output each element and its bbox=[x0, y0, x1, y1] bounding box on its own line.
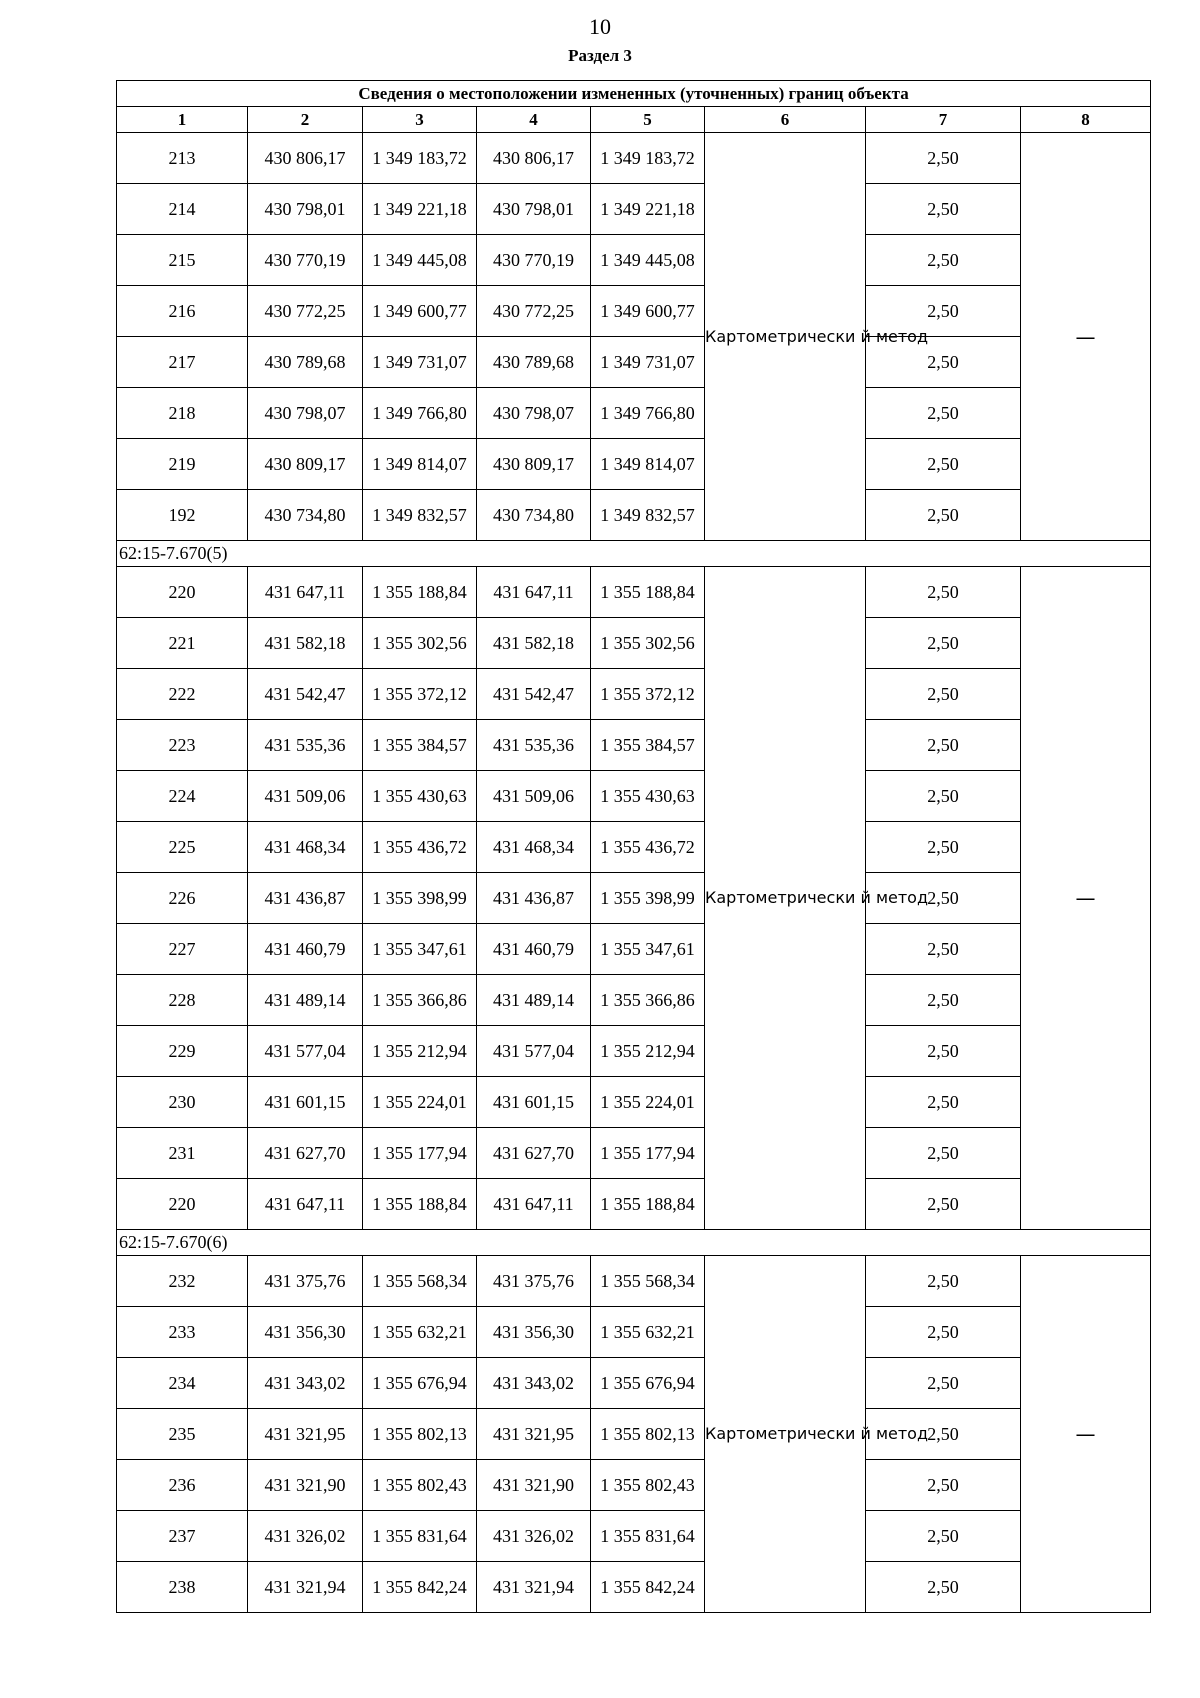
accuracy-cell: 2,50 bbox=[866, 567, 1021, 618]
accuracy-cell: 2,50 bbox=[866, 1460, 1021, 1511]
accuracy-cell: 2,50 bbox=[866, 1077, 1021, 1128]
x-new-cell: 431 321,94 bbox=[477, 1562, 591, 1613]
y-new-cell: 1 355 802,13 bbox=[591, 1409, 705, 1460]
point-number-cell: 237 bbox=[117, 1511, 248, 1562]
x-old-cell: 431 627,70 bbox=[248, 1128, 363, 1179]
y-old-cell: 1 355 347,61 bbox=[363, 924, 477, 975]
x-old-cell: 431 375,76 bbox=[248, 1256, 363, 1307]
y-new-cell: 1 349 766,80 bbox=[591, 388, 705, 439]
x-old-cell: 430 809,17 bbox=[248, 439, 363, 490]
column-number: 8 bbox=[1021, 107, 1151, 133]
y-new-cell: 1 355 347,61 bbox=[591, 924, 705, 975]
table-row bbox=[117, 1562, 1151, 1613]
y-old-cell: 1 355 568,34 bbox=[363, 1256, 477, 1307]
parcel-label: 62:15-7.670(5) bbox=[117, 541, 1151, 567]
table-row bbox=[117, 1077, 1151, 1128]
x-new-cell: 431 577,04 bbox=[477, 1026, 591, 1077]
x-new-cell: 431 647,11 bbox=[477, 1179, 591, 1230]
y-new-cell: 1 349 731,07 bbox=[591, 337, 705, 388]
y-new-cell: 1 355 632,21 bbox=[591, 1307, 705, 1358]
column-number: 3 bbox=[363, 107, 477, 133]
point-number-cell: 228 bbox=[117, 975, 248, 1026]
accuracy-cell: 2,50 bbox=[866, 439, 1021, 490]
x-old-cell: 431 577,04 bbox=[248, 1026, 363, 1077]
y-new-cell: 1 355 372,12 bbox=[591, 669, 705, 720]
table-row bbox=[117, 873, 1151, 924]
x-new-cell: 430 789,68 bbox=[477, 337, 591, 388]
accuracy-cell: 2,50 bbox=[866, 1562, 1021, 1613]
table-row bbox=[117, 184, 1151, 235]
accuracy-cell: 2,50 bbox=[866, 388, 1021, 439]
y-old-cell: 1 355 842,24 bbox=[363, 1562, 477, 1613]
parcel-label-row bbox=[117, 541, 1151, 567]
table-row bbox=[117, 669, 1151, 720]
y-new-cell: 1 355 177,94 bbox=[591, 1128, 705, 1179]
column-number: 7 bbox=[866, 107, 1021, 133]
point-number-cell: 235 bbox=[117, 1409, 248, 1460]
point-number-cell: 220 bbox=[117, 1179, 248, 1230]
point-number-cell: 222 bbox=[117, 669, 248, 720]
table-row bbox=[117, 822, 1151, 873]
y-old-cell: 1 355 676,94 bbox=[363, 1358, 477, 1409]
x-new-cell: 431 601,15 bbox=[477, 1077, 591, 1128]
table-row bbox=[117, 771, 1151, 822]
point-number-cell: 221 bbox=[117, 618, 248, 669]
x-new-cell: 431 460,79 bbox=[477, 924, 591, 975]
x-new-cell: 431 321,95 bbox=[477, 1409, 591, 1460]
y-new-cell: 1 355 430,63 bbox=[591, 771, 705, 822]
accuracy-cell: 2,50 bbox=[866, 1256, 1021, 1307]
x-old-cell: 430 770,19 bbox=[248, 235, 363, 286]
x-old-cell: 430 798,07 bbox=[248, 388, 363, 439]
y-old-cell: 1 355 188,84 bbox=[363, 567, 477, 618]
y-new-cell: 1 355 212,94 bbox=[591, 1026, 705, 1077]
point-number-cell: 229 bbox=[117, 1026, 248, 1077]
y-old-cell: 1 355 802,43 bbox=[363, 1460, 477, 1511]
column-number: 2 bbox=[248, 107, 363, 133]
x-old-cell: 431 343,02 bbox=[248, 1358, 363, 1409]
y-new-cell: 1 355 224,01 bbox=[591, 1077, 705, 1128]
y-old-cell: 1 355 188,84 bbox=[363, 1179, 477, 1230]
table-row bbox=[117, 286, 1151, 337]
accuracy-cell: 2,50 bbox=[866, 1358, 1021, 1409]
column-number: 1 bbox=[117, 107, 248, 133]
column-number-row bbox=[117, 107, 1151, 133]
point-number-cell: 230 bbox=[117, 1077, 248, 1128]
accuracy-cell: 2,50 bbox=[866, 1179, 1021, 1230]
y-old-cell: 1 355 302,56 bbox=[363, 618, 477, 669]
point-number-cell: 192 bbox=[117, 490, 248, 541]
y-old-cell: 1 355 802,13 bbox=[363, 1409, 477, 1460]
point-number-cell: 225 bbox=[117, 822, 248, 873]
x-new-cell: 431 356,30 bbox=[477, 1307, 591, 1358]
y-new-cell: 1 349 445,08 bbox=[591, 235, 705, 286]
y-old-cell: 1 349 814,07 bbox=[363, 439, 477, 490]
accuracy-cell: 2,50 bbox=[866, 771, 1021, 822]
x-new-cell: 431 321,90 bbox=[477, 1460, 591, 1511]
method-cell: Картометрически й метод bbox=[705, 133, 866, 541]
y-new-cell: 1 349 183,72 bbox=[591, 133, 705, 184]
y-old-cell: 1 355 436,72 bbox=[363, 822, 477, 873]
accuracy-cell: 2,50 bbox=[866, 235, 1021, 286]
table-row bbox=[117, 567, 1151, 618]
table-row bbox=[117, 337, 1151, 388]
y-old-cell: 1 349 600,77 bbox=[363, 286, 477, 337]
table-row bbox=[117, 618, 1151, 669]
y-old-cell: 1 349 221,18 bbox=[363, 184, 477, 235]
table-body bbox=[117, 133, 1151, 1613]
accuracy-cell: 2,50 bbox=[866, 618, 1021, 669]
column-number: 4 bbox=[477, 107, 591, 133]
x-old-cell: 431 489,14 bbox=[248, 975, 363, 1026]
accuracy-cell: 2,50 bbox=[866, 1307, 1021, 1358]
x-new-cell: 430 798,01 bbox=[477, 184, 591, 235]
accuracy-cell: 2,50 bbox=[866, 490, 1021, 541]
y-new-cell: 1 355 568,34 bbox=[591, 1256, 705, 1307]
x-old-cell: 431 460,79 bbox=[248, 924, 363, 975]
x-old-cell: 431 647,11 bbox=[248, 1179, 363, 1230]
accuracy-cell: 2,50 bbox=[866, 720, 1021, 771]
point-number-cell: 223 bbox=[117, 720, 248, 771]
point-number-cell: 226 bbox=[117, 873, 248, 924]
table-row bbox=[117, 388, 1151, 439]
y-new-cell: 1 355 188,84 bbox=[591, 567, 705, 618]
accuracy-cell: 2,50 bbox=[866, 822, 1021, 873]
x-new-cell: 431 375,76 bbox=[477, 1256, 591, 1307]
table-row bbox=[117, 1179, 1151, 1230]
column-number: 5 bbox=[591, 107, 705, 133]
point-number-cell: 238 bbox=[117, 1562, 248, 1613]
y-new-cell: 1 355 384,57 bbox=[591, 720, 705, 771]
table-caption: Сведения о местоположении измененных (уточненных) границ объекта bbox=[117, 81, 1151, 107]
x-new-cell: 431 535,36 bbox=[477, 720, 591, 771]
x-new-cell: 431 436,87 bbox=[477, 873, 591, 924]
x-old-cell: 431 509,06 bbox=[248, 771, 363, 822]
x-new-cell: 430 770,19 bbox=[477, 235, 591, 286]
y-new-cell: 1 355 188,84 bbox=[591, 1179, 705, 1230]
x-new-cell: 430 806,17 bbox=[477, 133, 591, 184]
x-old-cell: 431 535,36 bbox=[248, 720, 363, 771]
y-new-cell: 1 349 221,18 bbox=[591, 184, 705, 235]
accuracy-cell: 2,50 bbox=[866, 873, 1021, 924]
point-number-cell: 216 bbox=[117, 286, 248, 337]
y-new-cell: 1 355 802,43 bbox=[591, 1460, 705, 1511]
table-row bbox=[117, 1358, 1151, 1409]
y-old-cell: 1 355 372,12 bbox=[363, 669, 477, 720]
method-cell: Картометрически й метод bbox=[705, 1256, 866, 1613]
y-new-cell: 1 355 302,56 bbox=[591, 618, 705, 669]
x-new-cell: 431 343,02 bbox=[477, 1358, 591, 1409]
y-old-cell: 1 355 366,86 bbox=[363, 975, 477, 1026]
parcel-label: 62:15-7.670(6) bbox=[117, 1230, 1151, 1256]
point-number-cell: 224 bbox=[117, 771, 248, 822]
x-old-cell: 430 806,17 bbox=[248, 133, 363, 184]
y-new-cell: 1 355 436,72 bbox=[591, 822, 705, 873]
point-number-cell: 219 bbox=[117, 439, 248, 490]
point-number-cell: 218 bbox=[117, 388, 248, 439]
point-number-cell: 220 bbox=[117, 567, 248, 618]
x-old-cell: 431 326,02 bbox=[248, 1511, 363, 1562]
table-row bbox=[117, 975, 1151, 1026]
accuracy-cell: 2,50 bbox=[866, 924, 1021, 975]
x-new-cell: 431 326,02 bbox=[477, 1511, 591, 1562]
y-new-cell: 1 355 398,99 bbox=[591, 873, 705, 924]
point-number-cell: 217 bbox=[117, 337, 248, 388]
y-old-cell: 1 349 445,08 bbox=[363, 235, 477, 286]
y-new-cell: 1 349 814,07 bbox=[591, 439, 705, 490]
page-number: 10 bbox=[589, 14, 611, 39]
x-new-cell: 431 627,70 bbox=[477, 1128, 591, 1179]
x-old-cell: 431 647,11 bbox=[248, 567, 363, 618]
table-row bbox=[117, 1128, 1151, 1179]
accuracy-cell: 2,50 bbox=[866, 133, 1021, 184]
y-new-cell: 1 349 600,77 bbox=[591, 286, 705, 337]
x-old-cell: 431 321,95 bbox=[248, 1409, 363, 1460]
accuracy-cell: 2,50 bbox=[866, 669, 1021, 720]
accuracy-cell: 2,50 bbox=[866, 286, 1021, 337]
x-new-cell: 431 509,06 bbox=[477, 771, 591, 822]
table-row bbox=[117, 439, 1151, 490]
x-new-cell: 431 647,11 bbox=[477, 567, 591, 618]
x-old-cell: 431 321,90 bbox=[248, 1460, 363, 1511]
x-old-cell: 430 798,01 bbox=[248, 184, 363, 235]
y-old-cell: 1 355 831,64 bbox=[363, 1511, 477, 1562]
table-row bbox=[117, 720, 1151, 771]
accuracy-cell: 2,50 bbox=[866, 1128, 1021, 1179]
point-number-cell: 232 bbox=[117, 1256, 248, 1307]
boundary-coordinates-table bbox=[116, 80, 1151, 1613]
y-old-cell: 1 355 430,63 bbox=[363, 771, 477, 822]
y-old-cell: 1 355 212,94 bbox=[363, 1026, 477, 1077]
y-new-cell: 1 355 831,64 bbox=[591, 1511, 705, 1562]
y-old-cell: 1 355 632,21 bbox=[363, 1307, 477, 1358]
column-8-cell: — bbox=[1021, 1256, 1151, 1613]
x-old-cell: 431 436,87 bbox=[248, 873, 363, 924]
y-new-cell: 1 355 366,86 bbox=[591, 975, 705, 1026]
column-8-cell: — bbox=[1021, 133, 1151, 541]
section-title: Раздел 3 bbox=[568, 46, 632, 65]
table-row bbox=[117, 1026, 1151, 1077]
table-row bbox=[117, 1460, 1151, 1511]
x-old-cell: 431 468,34 bbox=[248, 822, 363, 873]
table-row bbox=[117, 1307, 1151, 1358]
y-old-cell: 1 355 398,99 bbox=[363, 873, 477, 924]
y-new-cell: 1 355 842,24 bbox=[591, 1562, 705, 1613]
y-new-cell: 1 355 676,94 bbox=[591, 1358, 705, 1409]
table-row bbox=[117, 490, 1151, 541]
x-new-cell: 431 489,14 bbox=[477, 975, 591, 1026]
point-number-cell: 234 bbox=[117, 1358, 248, 1409]
y-old-cell: 1 349 731,07 bbox=[363, 337, 477, 388]
table-row bbox=[117, 1256, 1151, 1307]
point-number-cell: 215 bbox=[117, 235, 248, 286]
accuracy-cell: 2,50 bbox=[866, 1511, 1021, 1562]
table-row bbox=[117, 924, 1151, 975]
x-new-cell: 430 809,17 bbox=[477, 439, 591, 490]
x-old-cell: 430 772,25 bbox=[248, 286, 363, 337]
x-old-cell: 431 356,30 bbox=[248, 1307, 363, 1358]
point-number-cell: 213 bbox=[117, 133, 248, 184]
table-row bbox=[117, 1511, 1151, 1562]
y-new-cell: 1 349 832,57 bbox=[591, 490, 705, 541]
table-row bbox=[117, 1409, 1151, 1460]
accuracy-cell: 2,50 bbox=[866, 975, 1021, 1026]
accuracy-cell: 2,50 bbox=[866, 1409, 1021, 1460]
x-old-cell: 431 582,18 bbox=[248, 618, 363, 669]
x-new-cell: 430 798,07 bbox=[477, 388, 591, 439]
x-new-cell: 431 542,47 bbox=[477, 669, 591, 720]
parcel-label-row bbox=[117, 1230, 1151, 1256]
point-number-cell: 233 bbox=[117, 1307, 248, 1358]
x-new-cell: 431 468,34 bbox=[477, 822, 591, 873]
accuracy-cell: 2,50 bbox=[866, 1026, 1021, 1077]
y-old-cell: 1 355 177,94 bbox=[363, 1128, 477, 1179]
x-new-cell: 431 582,18 bbox=[477, 618, 591, 669]
column-8-cell: — bbox=[1021, 567, 1151, 1230]
point-number-cell: 231 bbox=[117, 1128, 248, 1179]
y-old-cell: 1 355 224,01 bbox=[363, 1077, 477, 1128]
point-number-cell: 227 bbox=[117, 924, 248, 975]
x-old-cell: 430 789,68 bbox=[248, 337, 363, 388]
x-old-cell: 431 321,94 bbox=[248, 1562, 363, 1613]
table-row bbox=[117, 235, 1151, 286]
method-cell: Картометрически й метод bbox=[705, 567, 866, 1230]
x-old-cell: 431 542,47 bbox=[248, 669, 363, 720]
x-old-cell: 431 601,15 bbox=[248, 1077, 363, 1128]
y-old-cell: 1 349 832,57 bbox=[363, 490, 477, 541]
point-number-cell: 214 bbox=[117, 184, 248, 235]
y-old-cell: 1 349 766,80 bbox=[363, 388, 477, 439]
x-old-cell: 430 734,80 bbox=[248, 490, 363, 541]
x-new-cell: 430 734,80 bbox=[477, 490, 591, 541]
column-number: 6 bbox=[705, 107, 866, 133]
accuracy-cell: 2,50 bbox=[866, 337, 1021, 388]
y-old-cell: 1 355 384,57 bbox=[363, 720, 477, 771]
y-old-cell: 1 349 183,72 bbox=[363, 133, 477, 184]
table-row bbox=[117, 133, 1151, 184]
accuracy-cell: 2,50 bbox=[866, 184, 1021, 235]
point-number-cell: 236 bbox=[117, 1460, 248, 1511]
x-new-cell: 430 772,25 bbox=[477, 286, 591, 337]
